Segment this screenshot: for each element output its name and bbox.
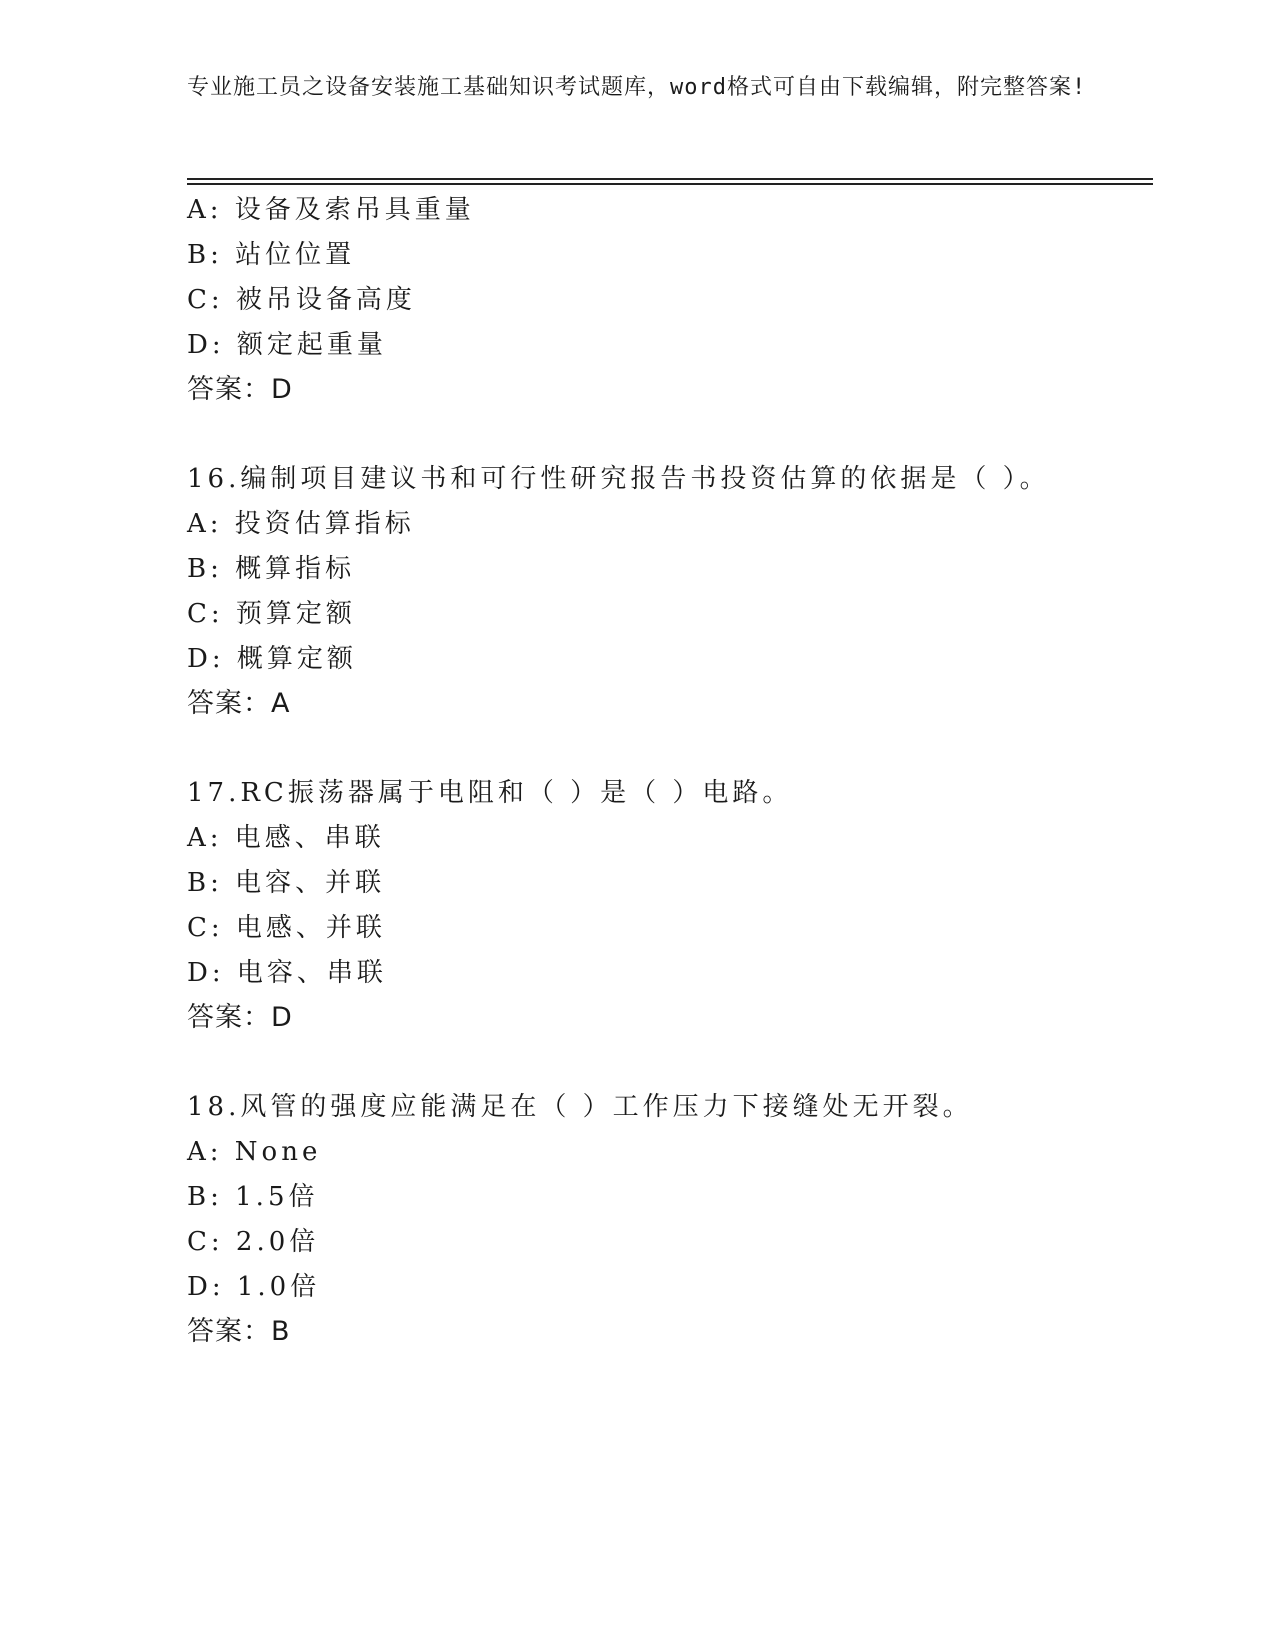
q16-option-b: B: 概算指标 [187, 554, 356, 584]
q15-option-d: D: 额定起重量 [187, 330, 387, 360]
q18-option-a: A: None [187, 1137, 322, 1167]
q18-stem: 18.风管的强度应能满足在（ ）工作压力下接缝处无开裂。 [187, 1092, 973, 1122]
q17-stem: 17.RC振荡器属于电阻和（ ）是（ ）电路。 [187, 778, 793, 808]
q15-answer: 答案：D [187, 374, 293, 405]
q18-answer: 答案：B [187, 1316, 291, 1347]
q18-option-b: B: 1.5倍 [187, 1182, 319, 1212]
q16-stem: 16.编制项目建议书和可行性研究报告书投资估算的依据是（ ）。 [187, 464, 1050, 494]
q17-option-d: D: 电容、串联 [187, 958, 387, 988]
q15-option-c: C: 被吊设备高度 [187, 285, 416, 315]
q16-option-c: C: 预算定额 [187, 599, 356, 629]
header-divider-bottom [187, 183, 1153, 185]
q15-option-a: A: 设备及索吊具重量 [187, 195, 475, 225]
q17-answer: 答案：D [187, 1002, 293, 1033]
q17-option-b: B: 电容、并联 [187, 868, 386, 898]
q16-option-a: A: 投资估算指标 [187, 509, 415, 539]
q17-option-a: A: 电感、串联 [187, 823, 385, 853]
q15-option-b: B: 站位位置 [187, 240, 356, 270]
q17-option-c: C: 电感、并联 [187, 913, 386, 943]
q16-option-d: D: 概算定额 [187, 644, 357, 674]
q18-option-d: D: 1.0倍 [187, 1272, 321, 1302]
q16-answer: 答案：A [187, 688, 291, 719]
header-divider-top [187, 178, 1153, 180]
document-header: 专业施工员之设备安装施工基础知识考试题库，word格式可自由下载编辑，附完整答案! [187, 75, 1087, 100]
q18-option-c: C: 2.0倍 [187, 1227, 320, 1257]
